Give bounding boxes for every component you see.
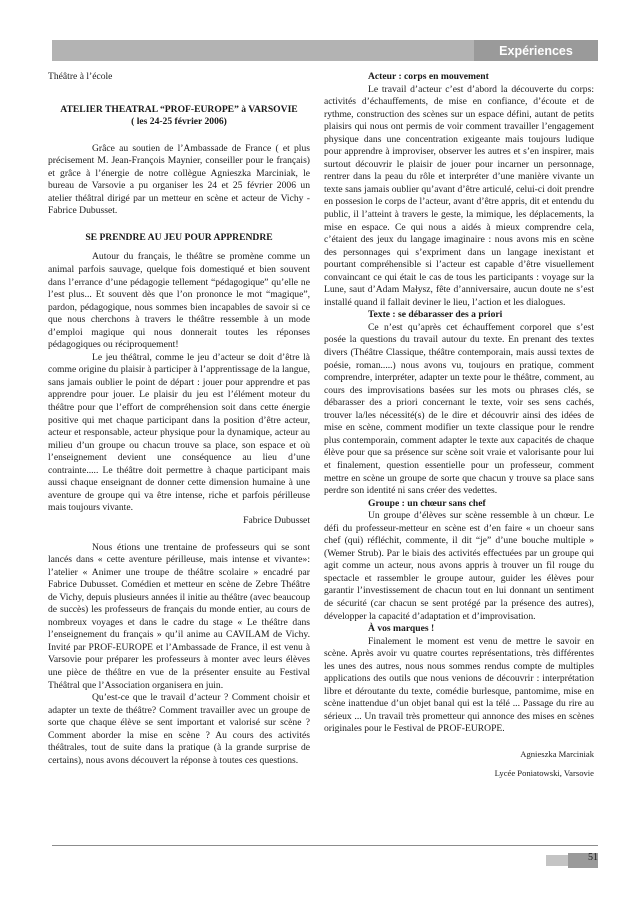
body-paragraph: Qu’est-ce que le travail d’acteur ? Comment choisir et adapter un texte de théâtre? Comment travailler avec un groupe de sorte que chaque élève se sent important et valorisé sur scène ? Comment aborder la mise en scène ? Au cours des activités théâtrales, tout de suite dans la pratique (à la grande surprise de certains), nous avons découvert la réponse à toutes ces questions.: [48, 692, 310, 766]
body-paragraph: Le travail d’acteur c’est d’abord la découverte du corps: activités d’échauffements, de mise en confiance, d’écoute et de rythme, construction des scènes sur un espace défini, autant de petits plaisirs qui nous ont permis de voir comment travailler l’engagement physique dans une concentration exigeante mais toujours ludique pour apprendre à improviser, observer les autres et s’en inspirer, mais surtout découvrir le plaisir de jouer pour incarner un personnage, rentrer dans la peau du rôle et interpréter d’une manière vivante un texte sans jamais oublier qu’avant d’être articulé, celui-ci doit prendre en possesion le corps de l’acteur, avant d’être appris, dit et entendu du public, il l’atteint à travers le geste, la mimique, les déplacements, la mise en espace. Ce qui nous a aidés à mieux comprendre cela, c’étaient des jeux du langage imaginaire : nous avons mis en scène des personnages qui s’expriment dans un langage inexistant et pourtant compréhensible si l’acteur est capable d’être visuellement convaincant ce qui était le cas de tous les participants : voyage sur la Lune, saut d’Adam Małysz, fête d’anniversaire, aucun doute ne s’est installé quand il fallait deviner le lieu, l’action et les dialogues.: [324, 83, 594, 308]
section-header-band: [52, 40, 598, 61]
signature: Fabrice Dubusset: [243, 514, 310, 526]
page-marker-light: [546, 855, 568, 866]
author-affiliation: Lycée Poniatowski, Varsovie: [494, 767, 594, 778]
intro-paragraph: Grâce au soutien de l’Ambassade de France ( et plus précisement M. Jean-François Maynier, conseiller pour le français) et grâce à l’énergie de notre collègue Agnieszka Marciniak, le bureau de Varsovie a pu organiser les 24 et 25 février 2006 un atelier théâtral dirigé par un metteur en scène et acteur de Vichy - Fabrice Dubusset.: [48, 142, 310, 217]
body-paragraph: Nous étions une trentaine de professeurs qui se sont lancés dans « cette aventure périlleuse, mais intense et vivante»: l’atelier « Animer une troupe de théâtre scolaire » encadré par Fabrice Dubusset. Comédien et metteur en scène de Zebre Théâtre de Vichy, depuis plusieurs années il initie au théâtre (avec beaucoup de succès) les professeurs de français du monde entier, au cours de nombreux voyages et dans le cadre du stage « Le théâtre dans l’enseignement du français » qu’il anime au CAVILAM de Vichy. Invité par PROF-EUROPE et l’Ambassade de France, il est venu à Varsovie pour préparer les professeurs à monter avec leurs élèves une pièce de théâtre en vue de la présenter ensuite au Festival Théâtral que l’Association organisera en juin.: [48, 541, 310, 691]
article-dates: ( les 24-25 février 2006): [131, 116, 227, 128]
body-paragraph: Le jeu théâtral, comme le jeu d’acteur se doit d’être là comme origine du plaisir à participer à l’apprentissage de la langue, sans jamais oublier le point de départ : jouer pour apprendre et pas apprendre pour jouer. Le plaisir du jeu est l’élément moteur du théâtre pour que l’effort de compréhension soit dans cette énergie positive qui met chaque participant dans la position d’être acteur, acteur et responsable, acteur physique pour la dynamique, acteur au milieu d’un groupe ou chacun trouve sa place, son espace et où l’enseignement devient une conséquence au lieu d’une contrainte..... Le théâtre doit permettre à chaque participant mais aussi chaque enseignant de donner cette dimension humaine à une aventure de groupe qui va être intense, riche et parfois périlleuse mais toujours vivante.: [48, 351, 310, 514]
section-title: Expériences: [474, 40, 598, 61]
footer-rule: [52, 845, 598, 846]
subheading: Groupe : un chœur sans chef: [368, 497, 486, 509]
subheading: Acteur : corps en mouvement: [368, 71, 489, 82]
body-paragraph: Autour du français, le théâtre se promène comme un animal parfois sauvage, quelque fois domestiqué et bien souvent dans l’errance d’une pédagogie tellement “pédagogique” qu’elle ne l’est plus... Et souvent dès que l’on prononce le mot “magique”, pardon, pédagogique, nous sommes bien incapables de savoir si ce que nous cherchons à travers le théâtre ressemble à un mode d’emploi magique qui nous donnerait toutes les réponses pédagogiques ou réciproquement!: [48, 251, 310, 351]
left-column: [48, 71, 310, 767]
section-subtitle: SE PRENDRE AU JEU POUR APPRENDRE: [85, 231, 273, 243]
body-paragraph: Un groupe d’élèves sur scène ressemble à un chœur. Le défi du professeur-metteur en scène est d’en faire « un choeur sans chef (qui) réfléchit, commente, il dit “je” d’une bouche multiple » (Wemer Strub). Par le biais des activités effectuées par un groupe qui agit comme un acteur, nous avons appris à trouver un fil rouge du spectacle et rassembler le groupe autour, guider les élèves pour garantir l’investissement de chacun tout en lui donnant un sentiment de sécurité (car chacun se sent protégé par la présence des autres), développer la capacité d’adaptation et d’improvisation.: [324, 510, 594, 622]
subheading: Texte : se débarasser des a priori: [368, 309, 503, 321]
author-name: Agnieszka Marciniak: [520, 748, 594, 759]
subheading: À vos marques !: [368, 623, 435, 635]
body-paragraph: Finalement le moment est venu de mettre le savoir en scène. Après avoir vu quatre courtes représentations, très différentes les unes des autres, nous nous sommes rendus compte de multiples applications des outils que nous venions de découvrir : interprétation libre et déroutante du texte, comédie burlesque, pantomime, mise en scène inattendue d’un objet banal qui est la télé ... Passage du rire au sérieux ... Un travail très prometteur qui annonce des mises en scènes originales pour le Festival de PROF-EUROPE.: [324, 635, 594, 735]
right-column: [324, 71, 594, 779]
rubric-label: Théâtre à l’école: [48, 71, 113, 82]
page-number: 51: [588, 852, 598, 863]
body-paragraph: Ce n’est qu’après cet échauffement corporel que s’est posée la questions du travail autour du texte. En prenant des textes divers (Théâtre Classique, théâtre contemporain, mais aussi textes de poésie, roman.....) nous avons vu, toujours en pratique, comment comprendre, interpréter, adapter un texte pour le théâtre, comment, au cours des improvisations basées sur les mots ou phrases clés, se débarasser des a priori concernant le texte, voir ses sens cachés, trouver la/les nécessité(s) de le dire et découvrir ainsi des idées de mise en scène, comment modifier un texte classique pour le rendre plus contemporain, comment adapter le texte aux capacités de chaque élève pour que sa présence sur scène soit vraie et valorisante pour lui et finalement, question essentielle pour un professeur, comment mettre en scène un groupe de sorte que chacun y trouve sa place sans perdre son identité ni sans créer des vedettes.: [324, 321, 594, 497]
article-title: ATELIER THEATRAL “PROF-EUROPE” à VARSOVIE: [60, 103, 298, 115]
